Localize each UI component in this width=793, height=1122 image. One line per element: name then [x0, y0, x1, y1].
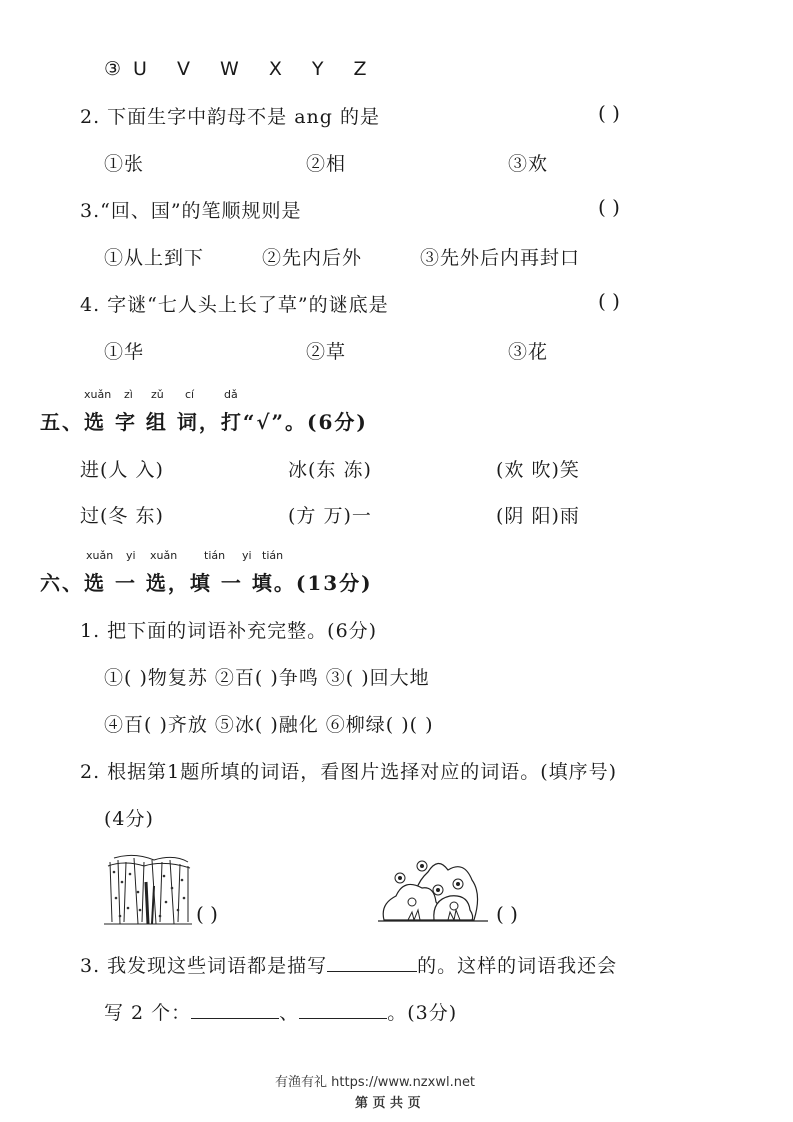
s6-q3-line2-a: 写 2 个： [104, 1002, 192, 1024]
s5-pinyin-3: zǔ [151, 388, 164, 401]
s6-q3-sep: 、 [279, 1002, 300, 1024]
s6-q1-stem: 1. 把下面的词语补充完整。(6分) [80, 620, 378, 642]
q2-option-b[interactable]: ②相 [306, 153, 347, 175]
s5-item-6[interactable]: (阴 阳)雨 [496, 505, 580, 527]
q3-option-b[interactable]: ②先内后外 [262, 247, 363, 269]
s6-q3-line2 [104, 998, 457, 1025]
s6-q1-row1[interactable]: ①( )物复苏 ②百( )争鸣 ③( )回大地 [104, 667, 430, 689]
s5-pinyin-1: xuǎn [84, 388, 112, 401]
q2-stem: 2. 下面生字中韵母不是 ang 的是 [80, 106, 380, 128]
q3-option-a[interactable]: ①从上到下 [104, 247, 205, 269]
section6-title: 六、选 一 选，填 一 填。(13分) [40, 571, 373, 595]
q4-option-a[interactable]: ①华 [104, 341, 145, 363]
s5-pinyin-4: cí [185, 388, 195, 401]
s5-item-1[interactable]: 进(人 入) [80, 459, 164, 481]
q4-stem: 4. 字谜“七人头上长了草”的谜底是 [80, 294, 389, 316]
s6-pinyin-3: xuǎn [150, 549, 178, 562]
q2-option-c[interactable]: ③欢 [508, 153, 549, 175]
q2-option-a[interactable]: ①张 [104, 153, 145, 175]
q3-stem: 3.“回、国”的笔顺规则是 [80, 200, 302, 222]
q4-option-b[interactable]: ②草 [306, 341, 347, 363]
s5-item-3[interactable]: (欢 吹)笑 [496, 459, 580, 481]
s6-q3-blank-2[interactable] [191, 1000, 279, 1019]
s6-q3-line2-b: 。(3分) [387, 1002, 458, 1024]
s6-q2-paren-2[interactable]: ( ) [496, 902, 518, 926]
s5-item-5[interactable]: (方 万)一 [288, 505, 372, 527]
s6-q3-stem-b: 的。这样的词语我还会 [417, 955, 618, 977]
s6-pinyin-4: tián [204, 549, 226, 562]
q3-option-c[interactable]: ③先外后内再封口 [420, 247, 581, 269]
s6-q1-row2[interactable]: ④百( )齐放 ⑤冰( )融化 ⑥柳绿( )( ) [104, 714, 434, 736]
footer-watermark: 有渔有礼 https://www.nzxwl.net [275, 1075, 476, 1090]
s6-pinyin-5: yi [242, 549, 252, 562]
s6-pinyin-6: tián [262, 549, 284, 562]
q2-answer-paren[interactable]: ( ) [598, 101, 620, 125]
q4-answer-paren[interactable]: ( ) [598, 289, 620, 313]
q1-option-3: ③U V W X Y Z [104, 58, 379, 80]
s6-q2-stem: 2. 根据第1题所填的词语，看图片选择对应的词语。(填序号) [80, 761, 618, 783]
s6-q2-paren-1[interactable]: ( ) [196, 902, 218, 926]
s5-pinyin-2: zì [124, 388, 133, 401]
section5-title: 五、选 字 组 词，打“√”。(6分) [40, 410, 368, 434]
s5-item-2[interactable]: 冰(东 冻) [288, 459, 372, 481]
s6-pinyin-1: xuǎn [86, 549, 114, 562]
willow-tree-picture [104, 852, 192, 926]
s6-q3-stem-a: 3. 我发现这些词语都是描写 [80, 955, 328, 977]
s6-pinyin-2: yi [126, 549, 136, 562]
q4-option-c[interactable]: ③花 [508, 341, 549, 363]
s6-q3-blank-3[interactable] [299, 1000, 387, 1019]
s6-q3-blank-1[interactable] [327, 953, 417, 972]
footer-page-number: 第 页 共 页 [355, 1096, 421, 1111]
s5-item-4[interactable]: 过(冬 东) [80, 505, 164, 527]
q3-answer-paren[interactable]: ( ) [598, 195, 620, 219]
s6-q3-line1 [80, 951, 617, 978]
s5-pinyin-5: dǎ [224, 388, 238, 401]
s6-q2-score: (4分) [104, 808, 154, 830]
flowers-picture [378, 850, 488, 926]
